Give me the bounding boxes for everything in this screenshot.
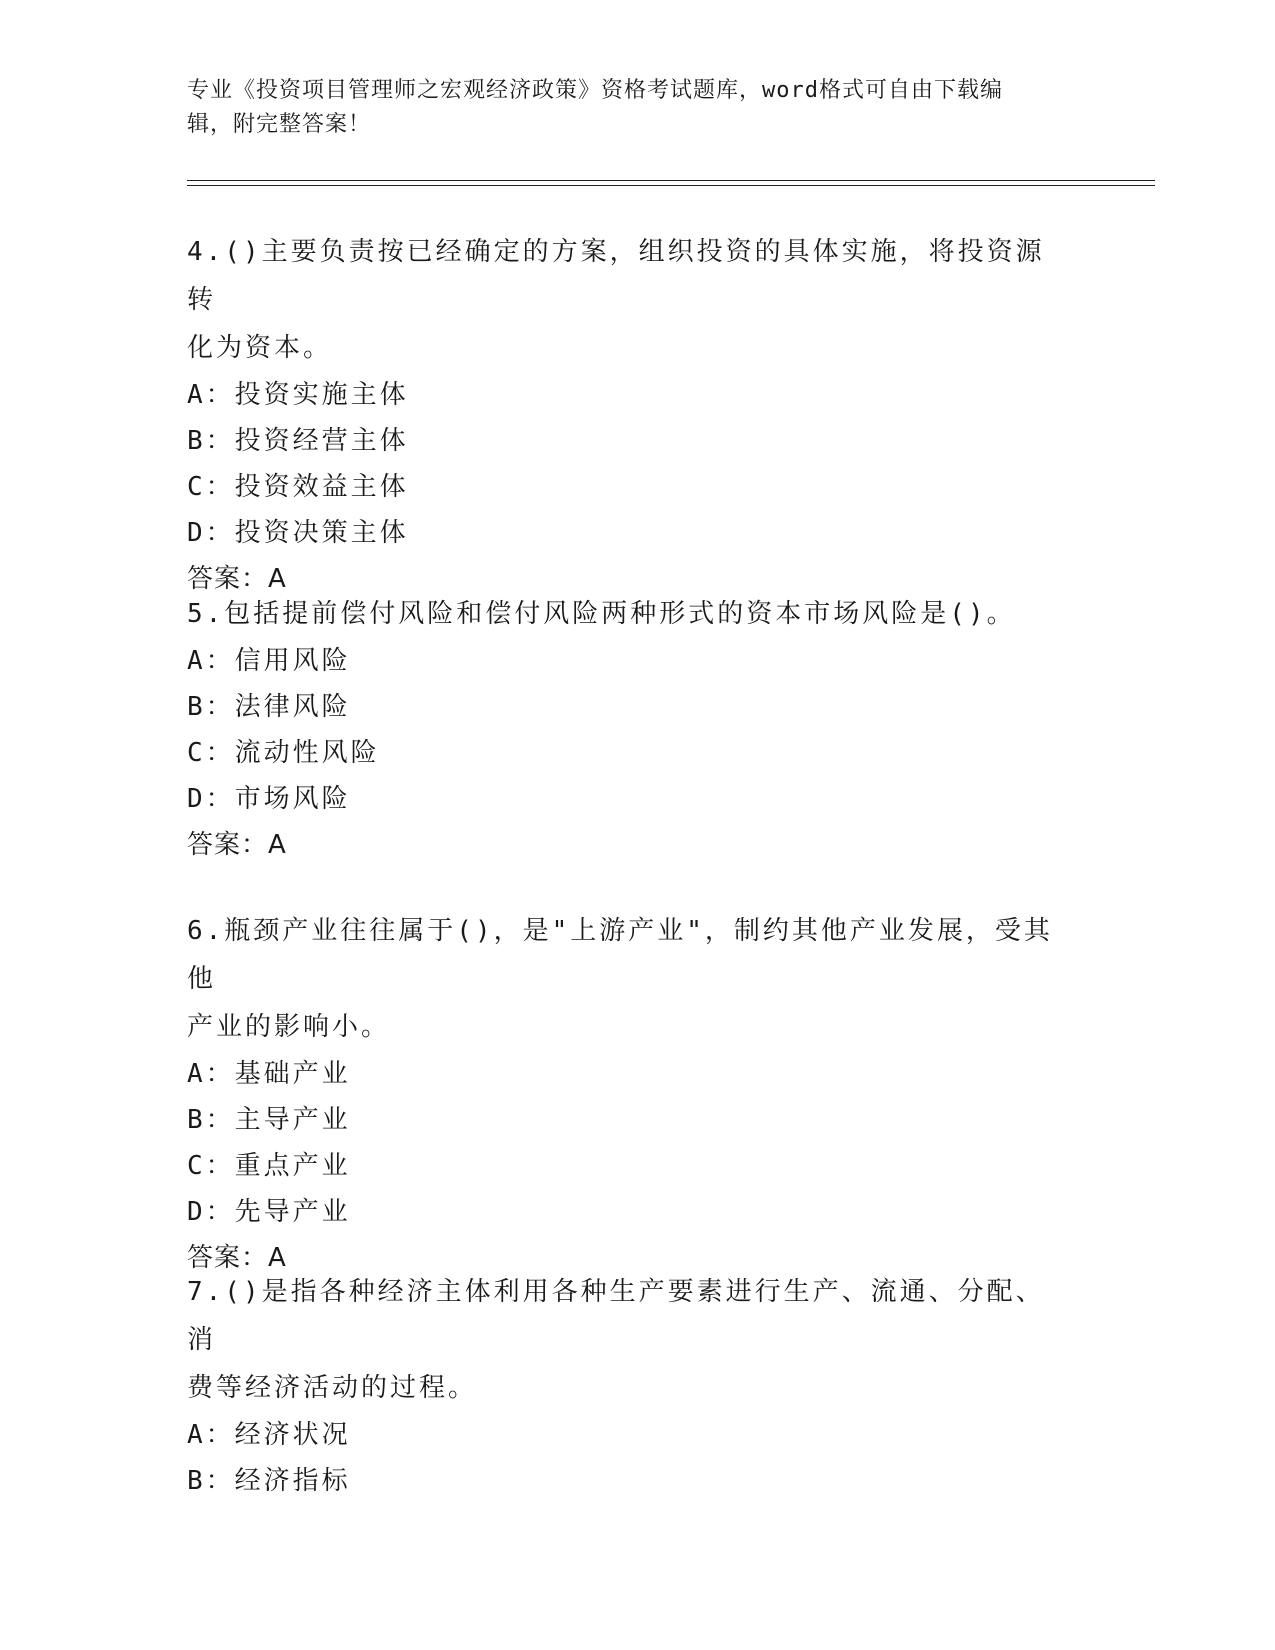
answer: 答案：A [187,1243,287,1273]
header-divider-top [187,180,1155,181]
answer: 答案：A [187,830,287,860]
answer: 答案：A [187,564,287,594]
option-a: A：信用风险 [187,646,351,676]
option-b: B：经济指标 [187,1466,351,1496]
option-b: B：法律风险 [187,692,351,722]
option-c: C：重点产业 [187,1151,351,1181]
header-line-1: 专业《投资项目管理师之宏观经济政策》资格考试题库，word格式可自由下载编 [187,78,1003,103]
option-d: D：先导产业 [187,1197,351,1227]
question-7 [187,1268,1067,1504]
header-divider-bottom [187,185,1155,186]
question-6 [187,907,1067,1281]
question-stem-line-1: 6.瓶颈产业往往属于()，是"上游产业"，制约其他产业发展，受其他 [187,916,1053,994]
question-stem-line-1: 7.()是指各种经济主体利用各种生产要素进行生产、流通、分配、消 [187,1277,1045,1355]
document-header [187,74,1067,142]
question-stem-line-1: 5.包括提前偿付风险和偿付风险两种形式的资本市场风险是()。 [187,599,1016,629]
option-a: A：投资实施主体 [187,380,409,410]
option-a: A：基础产业 [187,1059,351,1089]
option-c: C：投资效益主体 [187,472,409,502]
question-5 [187,590,1067,868]
option-c: C：流动性风险 [187,738,380,768]
header-line-2: 辑，附完整答案！ [187,112,372,137]
option-d: D：市场风险 [187,784,351,814]
option-d: D：投资决策主体 [187,518,409,548]
question-4 [187,228,1067,602]
question-stem-line-2: 化为资本。 [187,333,333,363]
question-stem-line-2: 产业的影响小。 [187,1012,391,1042]
option-a: A：经济状况 [187,1420,351,1450]
question-stem-line-2: 费等经济活动的过程。 [187,1373,478,1403]
option-b: B：主导产业 [187,1105,351,1135]
question-stem-line-1: 4.()主要负责按已经确定的方案，组织投资的具体实施，将投资源转 [187,237,1045,315]
option-b: B：投资经营主体 [187,426,409,456]
